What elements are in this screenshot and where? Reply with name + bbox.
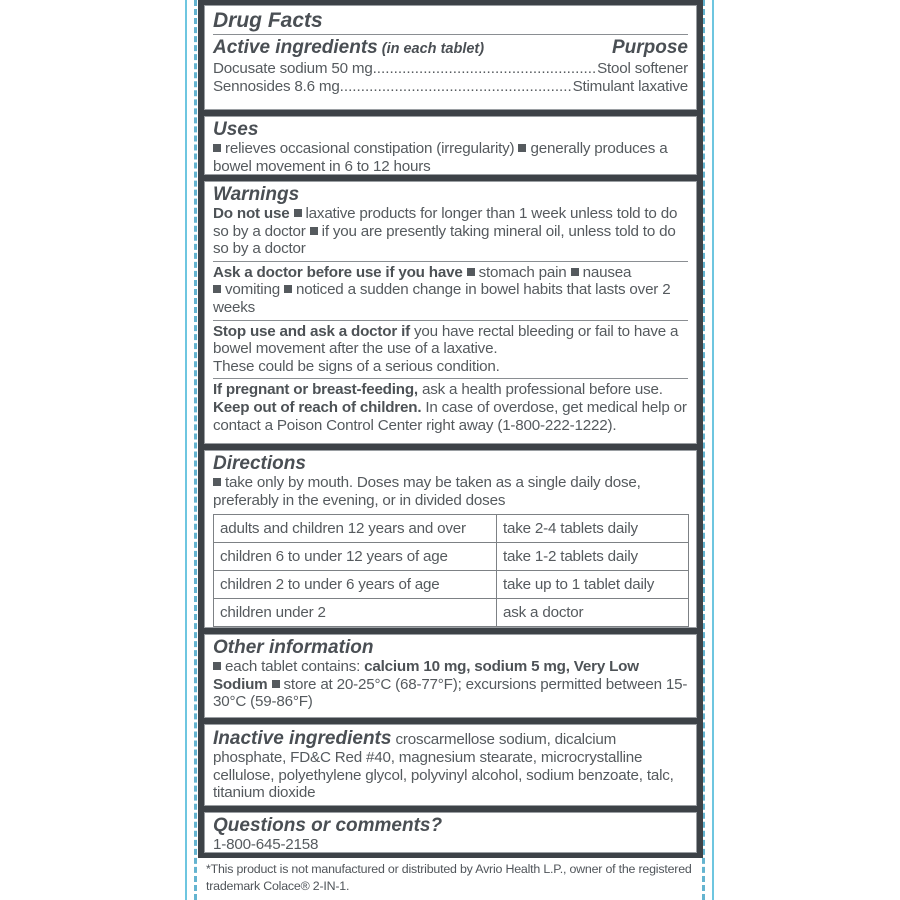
ingredient-row	[213, 60, 688, 78]
contains-value: calcium 10 mg, sodium 5 mg, Very Low Sodium	[213, 658, 639, 693]
questions-section	[204, 812, 697, 853]
table-row	[214, 543, 689, 571]
bullet-icon	[213, 478, 221, 486]
warning-item: vomiting	[225, 281, 280, 299]
ingredient-name: Sennosides 8.6 mg	[213, 77, 340, 95]
other-information-text	[213, 658, 688, 711]
trademark-footnote: *This product is not manufactured or distributed by Avrio Health L.P., owner of the registered trademark Colace® 2-IN-1.	[206, 862, 692, 893]
active-heading	[213, 37, 484, 60]
questions-heading: Questions or comments?	[213, 815, 443, 836]
ingredient-name: Docusate sodium 50 mg	[213, 60, 373, 77]
warning-item: laxative products for longer than 1 week unless told to do so by a doctor	[213, 205, 678, 240]
bullet-icon	[467, 268, 475, 276]
questions-phone: 1-800-645-2158	[213, 836, 319, 853]
leader-dots	[340, 78, 573, 96]
active-header-row	[213, 37, 688, 60]
stop-use-text-2: These could be signs of a serious condition.	[213, 357, 500, 375]
leader-dots	[373, 60, 598, 78]
do-not-use-block	[213, 205, 688, 258]
table-row	[214, 599, 689, 627]
uses-heading: Uses	[213, 119, 259, 140]
table-row	[214, 571, 689, 599]
age-cell: children under 2	[214, 599, 497, 627]
warnings-section	[204, 181, 697, 444]
bullet-icon	[213, 285, 221, 293]
directions-heading: Directions	[213, 453, 306, 474]
bullet-icon	[294, 209, 302, 217]
bullet-icon	[310, 227, 318, 235]
use-item: relieves occasional constipation (irregularity)	[225, 140, 515, 157]
active-heading-note: (in each tablet)	[381, 41, 485, 57]
directions-text-content: take only by mouth. Doses may be taken as a single daily dose, preferably in the evening, or in divided doses	[213, 474, 641, 509]
dose-cell: take up to 1 tablet daily	[497, 571, 689, 599]
bullet-icon	[213, 144, 221, 152]
divider	[213, 34, 688, 35]
warnings-heading: Warnings	[213, 184, 300, 205]
pregnancy-block	[213, 381, 688, 434]
other-information-heading: Other information	[213, 637, 374, 658]
table-row	[214, 515, 689, 543]
age-cell: children 6 to under 12 years of age	[214, 543, 497, 571]
drug-facts-title: Drug Facts	[213, 9, 323, 32]
inactive-heading: Inactive ingredients	[213, 728, 392, 749]
uses-text	[213, 140, 688, 175]
ingredient-row	[213, 78, 688, 96]
keep-out-text: In case of overdose, get medical help or contact a Poison Control Center right away (1-800-222-1222).	[213, 398, 687, 434]
inactive-list: croscarmellose sodium, dicalcium phosphate, FD&C Red #40, magnesium stearate, microcrystalline cellulose, polyethylene glycol, polyvinyl alcohol, sodium benzoate, talc, titanium dioxide	[213, 731, 674, 802]
stop-use-label: Stop use and ask a doctor if	[213, 322, 410, 340]
warning-item: if you are presently taking mineral oil, unless told to do so by a doctor	[213, 222, 676, 258]
stop-use-block	[213, 323, 688, 376]
age-cell: adults and children 12 years and over	[214, 515, 497, 543]
ingredient-purpose: Stimulant laxative	[572, 77, 688, 95]
ingredient-purpose: Stool softener	[597, 60, 688, 77]
age-cell: children 2 to under 6 years of age	[214, 571, 497, 599]
dosage-table	[213, 514, 689, 627]
bullet-icon	[571, 268, 579, 276]
warning-item: nausea	[582, 263, 632, 281]
bullet-icon	[272, 680, 280, 688]
active-heading-text: Active ingredients	[213, 37, 378, 58]
pregnant-text: ask a health professional before use.	[422, 381, 663, 399]
bullet-icon	[213, 662, 221, 670]
cut-line-left	[185, 0, 187, 900]
keep-out-label: Keep out of reach of children.	[213, 398, 422, 416]
inactive-ingredients-text	[213, 727, 688, 802]
uses-section	[204, 116, 697, 175]
dose-cell: ask a doctor	[497, 599, 689, 627]
divider	[213, 320, 688, 321]
active-ingredients-section	[204, 5, 697, 110]
fold-line-left	[194, 0, 197, 900]
directions-section	[204, 450, 697, 628]
bullet-icon	[518, 144, 526, 152]
purpose-heading: Purpose	[611, 37, 688, 58]
inactive-ingredients-section	[204, 724, 697, 806]
divider	[213, 378, 688, 379]
do-not-use-label: Do not use	[213, 205, 290, 222]
other-information-section	[204, 634, 697, 718]
stop-use-text: you have rectal bleeding or fail to have a bowel movement after the use of a laxative.	[213, 322, 679, 358]
use-item: generally produces a bowel movement in 6 to 12 hours	[213, 140, 668, 175]
warning-item: stomach pain	[478, 263, 567, 281]
dose-cell: take 1-2 tablets daily	[497, 543, 689, 571]
pregnant-label: If pregnant or breast-feeding,	[213, 381, 418, 399]
ask-doctor-label: Ask a doctor before use if you have	[213, 263, 463, 281]
directions-text	[213, 474, 688, 509]
bullet-icon	[284, 285, 292, 293]
contains-label: each tablet contains:	[225, 658, 361, 675]
divider	[213, 261, 688, 262]
warning-item: noticed a sudden change in bowel habits that lasts over 2 weeks	[213, 281, 671, 316]
drug-facts-panel	[198, 0, 703, 858]
cut-line-right	[712, 0, 714, 900]
dose-cell: take 2-4 tablets daily	[497, 515, 689, 543]
ask-doctor-block	[213, 264, 688, 317]
storage-text: store at 20-25°C (68-77°F); excursions permitted between 15-30°C (59-86°F)	[213, 675, 688, 711]
